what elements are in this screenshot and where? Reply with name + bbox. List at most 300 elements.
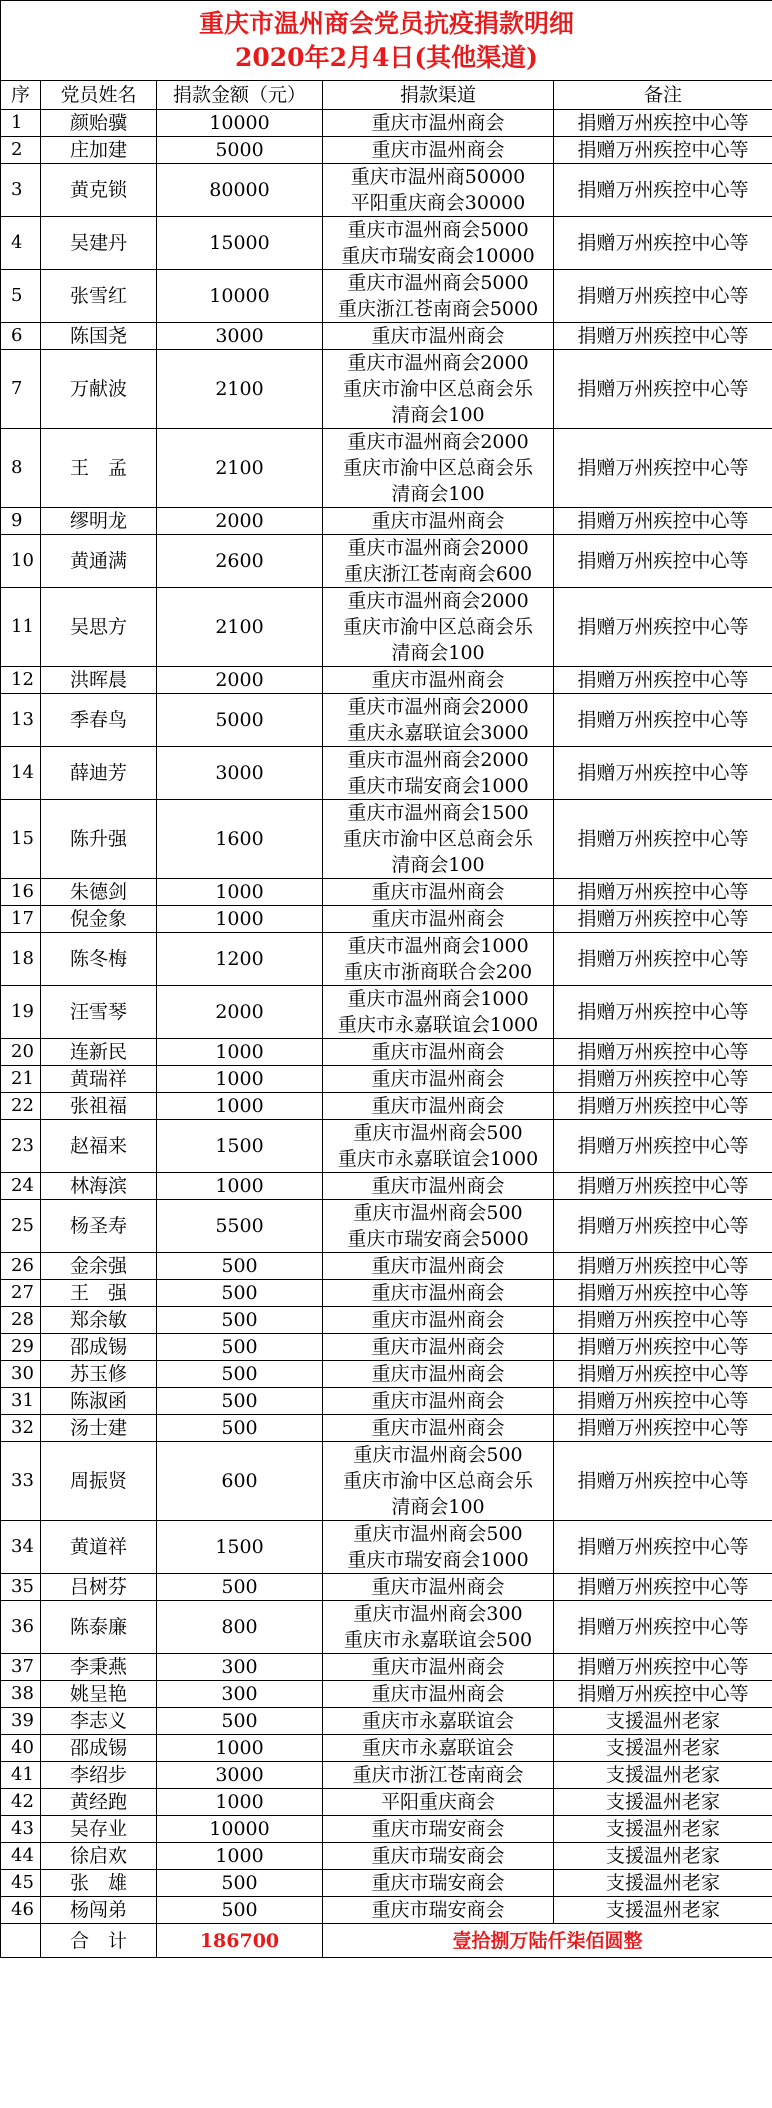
amount-cell: 500 bbox=[157, 1253, 323, 1280]
channel-cell bbox=[323, 800, 554, 879]
name-cell: 吴存业 bbox=[41, 1816, 157, 1843]
note-cell: 捐赠万州疾控中心等 bbox=[554, 747, 772, 800]
channel-cell bbox=[323, 1574, 554, 1601]
name-cell: 姚呈艳 bbox=[41, 1681, 157, 1708]
table-row bbox=[1, 1120, 772, 1173]
page-title bbox=[1, 1, 772, 81]
amount-cell: 1000 bbox=[157, 1789, 323, 1816]
channel-cell bbox=[323, 1093, 554, 1120]
name-cell: 黄通满 bbox=[41, 535, 157, 588]
amount-cell: 2100 bbox=[157, 588, 323, 667]
note-cell: 捐赠万州疾控中心等 bbox=[554, 1681, 772, 1708]
name-cell: 张祖福 bbox=[41, 1093, 157, 1120]
name-cell: 王 孟 bbox=[41, 429, 157, 508]
channel-cell bbox=[323, 1120, 554, 1173]
amount-cell: 10000 bbox=[157, 1816, 323, 1843]
note-cell: 支援温州老家 bbox=[554, 1816, 772, 1843]
header-row bbox=[1, 81, 772, 110]
channel-line: 重庆市温州商会500 bbox=[353, 1202, 523, 1224]
channel-line: 重庆市温州商会 bbox=[371, 325, 505, 347]
seq-cell: 28 bbox=[1, 1307, 41, 1334]
name-cell: 颜贻骥 bbox=[41, 110, 157, 137]
total-label: 合 计 bbox=[41, 1924, 157, 1958]
name-cell: 汪雪琴 bbox=[41, 986, 157, 1039]
name-cell: 汤士建 bbox=[41, 1415, 157, 1442]
seq-cell: 29 bbox=[1, 1334, 41, 1361]
amount-cell: 2000 bbox=[157, 667, 323, 694]
header-name: 党员姓名 bbox=[41, 81, 157, 110]
channel-line: 重庆市瑞安商会5000 bbox=[347, 1228, 529, 1250]
channel-cell bbox=[323, 588, 554, 667]
table-row bbox=[1, 1415, 772, 1442]
channel-line: 平阳重庆商会 bbox=[380, 1791, 495, 1813]
channel-line: 重庆市温州商会 bbox=[371, 112, 505, 134]
table-row bbox=[1, 1708, 772, 1735]
note-cell: 支援温州老家 bbox=[554, 1735, 772, 1762]
seq-cell: 14 bbox=[1, 747, 41, 800]
note-cell: 捐赠万州疾控中心等 bbox=[554, 588, 772, 667]
channel-cell bbox=[323, 1521, 554, 1574]
amount-cell: 1000 bbox=[157, 1843, 323, 1870]
note-cell: 捐赠万州疾控中心等 bbox=[554, 350, 772, 429]
table-row bbox=[1, 535, 772, 588]
name-cell: 黄瑞祥 bbox=[41, 1066, 157, 1093]
channel-cell bbox=[323, 323, 554, 350]
seq-cell: 44 bbox=[1, 1843, 41, 1870]
table-row bbox=[1, 270, 772, 323]
channel-cell bbox=[323, 1735, 554, 1762]
channel-cell bbox=[323, 429, 554, 508]
title-line-1: 重庆市温州商会党员抗疫捐款明细 bbox=[198, 8, 574, 38]
name-cell: 倪金象 bbox=[41, 906, 157, 933]
channel-line: 重庆市温州商会5000 bbox=[347, 272, 529, 294]
name-cell: 朱德剑 bbox=[41, 879, 157, 906]
table-row bbox=[1, 350, 772, 429]
table-row bbox=[1, 508, 772, 535]
amount-cell: 1000 bbox=[157, 879, 323, 906]
channel-line: 重庆市浙商联合会200 bbox=[343, 961, 533, 983]
channel-cell bbox=[323, 1280, 554, 1307]
amount-cell: 500 bbox=[157, 1708, 323, 1735]
amount-cell: 15000 bbox=[157, 217, 323, 270]
note-cell: 捐赠万州疾控中心等 bbox=[554, 1654, 772, 1681]
total-row bbox=[1, 1924, 772, 1958]
amount-cell: 2000 bbox=[157, 986, 323, 1039]
name-cell: 邵成锡 bbox=[41, 1334, 157, 1361]
note-cell: 捐赠万州疾控中心等 bbox=[554, 1574, 772, 1601]
channel-cell bbox=[323, 137, 554, 164]
name-cell: 杨闯弟 bbox=[41, 1897, 157, 1924]
note-cell: 捐赠万州疾控中心等 bbox=[554, 217, 772, 270]
channel-line: 重庆市温州商会 bbox=[371, 1068, 505, 1090]
channel-line: 重庆市温州商会 bbox=[371, 1282, 505, 1304]
seq-cell: 45 bbox=[1, 1870, 41, 1897]
channel-line: 重庆市永嘉联谊会 bbox=[361, 1737, 514, 1759]
header-amount: 捐款金额（元） bbox=[157, 81, 323, 110]
name-cell: 王 强 bbox=[41, 1280, 157, 1307]
channel-cell bbox=[323, 1654, 554, 1681]
channel-line: 重庆市温州商会 bbox=[371, 1041, 505, 1063]
channel-line: 重庆浙江苍南商会600 bbox=[343, 563, 533, 585]
channel-line: 重庆市温州商50000 bbox=[350, 166, 526, 188]
name-cell: 邵成锡 bbox=[41, 1735, 157, 1762]
name-cell: 陈国尧 bbox=[41, 323, 157, 350]
table-row bbox=[1, 879, 772, 906]
amount-cell: 5000 bbox=[157, 137, 323, 164]
amount-cell: 1500 bbox=[157, 1521, 323, 1574]
amount-cell: 800 bbox=[157, 1601, 323, 1654]
channel-line: 重庆市温州商会 bbox=[371, 1390, 505, 1412]
note-cell: 捐赠万州疾控中心等 bbox=[554, 1253, 772, 1280]
table-row bbox=[1, 747, 772, 800]
channel-cell bbox=[323, 1388, 554, 1415]
channel-line: 重庆浙江苍南商会5000 bbox=[337, 298, 539, 320]
channel-cell bbox=[323, 694, 554, 747]
amount-cell: 3000 bbox=[157, 747, 323, 800]
note-cell: 捐赠万州疾控中心等 bbox=[554, 800, 772, 879]
amount-cell: 300 bbox=[157, 1654, 323, 1681]
note-cell: 支援温州老家 bbox=[554, 1843, 772, 1870]
table-row bbox=[1, 1442, 772, 1521]
seq-cell: 41 bbox=[1, 1762, 41, 1789]
channel-line: 重庆市永嘉联谊会 bbox=[361, 1710, 514, 1732]
note-cell: 捐赠万州疾控中心等 bbox=[554, 535, 772, 588]
channel-line: 重庆市温州商会 bbox=[371, 1656, 505, 1678]
seq-cell: 30 bbox=[1, 1361, 41, 1388]
name-cell: 缪明龙 bbox=[41, 508, 157, 535]
table-row bbox=[1, 110, 772, 137]
seq-cell: 35 bbox=[1, 1574, 41, 1601]
channel-line: 重庆市渝中区总商会乐 bbox=[342, 457, 533, 479]
seq-cell: 1 bbox=[1, 110, 41, 137]
channel-line: 重庆市渝中区总商会乐 bbox=[342, 616, 533, 638]
channel-cell bbox=[323, 1307, 554, 1334]
amount-cell: 10000 bbox=[157, 110, 323, 137]
note-cell: 捐赠万州疾控中心等 bbox=[554, 879, 772, 906]
note-cell: 捐赠万州疾控中心等 bbox=[554, 667, 772, 694]
seq-cell: 33 bbox=[1, 1442, 41, 1521]
table-row bbox=[1, 1066, 772, 1093]
channel-line: 重庆市永嘉联谊会1000 bbox=[337, 1014, 539, 1036]
channel-line: 清商会100 bbox=[391, 642, 485, 664]
note-cell: 支援温州老家 bbox=[554, 1897, 772, 1924]
channel-cell bbox=[323, 1762, 554, 1789]
note-cell: 捐赠万州疾控中心等 bbox=[554, 906, 772, 933]
note-cell: 捐赠万州疾控中心等 bbox=[554, 1039, 772, 1066]
amount-cell: 500 bbox=[157, 1870, 323, 1897]
name-cell: 张 雄 bbox=[41, 1870, 157, 1897]
channel-line: 重庆市温州商会2000 bbox=[347, 431, 529, 453]
channel-cell bbox=[323, 1870, 554, 1897]
channel-line: 重庆市温州商会2000 bbox=[347, 590, 529, 612]
table-row bbox=[1, 1735, 772, 1762]
channel-line: 重庆市永嘉联谊会1000 bbox=[337, 1148, 539, 1170]
channel-line: 重庆市温州商会 bbox=[371, 1683, 505, 1705]
channel-line: 重庆市温州商会 bbox=[371, 1336, 505, 1358]
channel-cell bbox=[323, 879, 554, 906]
amount-cell: 500 bbox=[157, 1388, 323, 1415]
name-cell: 吴思方 bbox=[41, 588, 157, 667]
channel-line: 重庆市温州商会 bbox=[371, 1175, 505, 1197]
channel-line: 清商会100 bbox=[391, 404, 485, 426]
channel-line: 重庆市渝中区总商会乐 bbox=[342, 828, 533, 850]
channel-cell bbox=[323, 1601, 554, 1654]
channel-cell bbox=[323, 535, 554, 588]
seq-cell: 43 bbox=[1, 1816, 41, 1843]
table-row bbox=[1, 1870, 772, 1897]
header-channel: 捐款渠道 bbox=[323, 81, 554, 110]
table-row bbox=[1, 1574, 772, 1601]
channel-line: 重庆市瑞安商会1000 bbox=[347, 775, 529, 797]
channel-line: 重庆市瑞安商会 bbox=[371, 1872, 505, 1894]
seq-cell: 3 bbox=[1, 164, 41, 217]
seq-cell: 21 bbox=[1, 1066, 41, 1093]
seq-cell: 36 bbox=[1, 1601, 41, 1654]
table-row bbox=[1, 429, 772, 508]
table-row bbox=[1, 1762, 772, 1789]
name-cell: 黄克锁 bbox=[41, 164, 157, 217]
amount-cell: 2600 bbox=[157, 535, 323, 588]
seq-cell: 20 bbox=[1, 1039, 41, 1066]
note-cell: 捐赠万州疾控中心等 bbox=[554, 1280, 772, 1307]
channel-line: 重庆市渝中区总商会乐 bbox=[342, 1470, 533, 1492]
amount-cell: 3000 bbox=[157, 323, 323, 350]
channel-line: 重庆市瑞安商会1000 bbox=[347, 1549, 529, 1571]
table-row bbox=[1, 1843, 772, 1870]
table-row bbox=[1, 588, 772, 667]
seq-cell: 32 bbox=[1, 1415, 41, 1442]
channel-line: 重庆市温州商会2000 bbox=[347, 749, 529, 771]
channel-cell bbox=[323, 1442, 554, 1521]
channel-line: 重庆市温州商会2000 bbox=[347, 352, 529, 374]
table-row bbox=[1, 1039, 772, 1066]
note-cell: 捐赠万州疾控中心等 bbox=[554, 1120, 772, 1173]
channel-line: 重庆市温州商会500 bbox=[353, 1122, 523, 1144]
note-cell: 支援温州老家 bbox=[554, 1708, 772, 1735]
seq-cell: 46 bbox=[1, 1897, 41, 1924]
name-cell: 庄加建 bbox=[41, 137, 157, 164]
channel-line: 重庆市温州商会500 bbox=[353, 1523, 523, 1545]
name-cell: 徐启欢 bbox=[41, 1843, 157, 1870]
note-cell: 捐赠万州疾控中心等 bbox=[554, 1066, 772, 1093]
amount-cell: 2100 bbox=[157, 429, 323, 508]
table-row bbox=[1, 1280, 772, 1307]
table-row bbox=[1, 1388, 772, 1415]
table-row bbox=[1, 986, 772, 1039]
seq-cell: 40 bbox=[1, 1735, 41, 1762]
name-cell: 郑余敏 bbox=[41, 1307, 157, 1334]
channel-cell bbox=[323, 1334, 554, 1361]
amount-cell: 1000 bbox=[157, 1173, 323, 1200]
table-row bbox=[1, 164, 772, 217]
note-cell: 捐赠万州疾控中心等 bbox=[554, 137, 772, 164]
seq-cell: 38 bbox=[1, 1681, 41, 1708]
note-cell: 捐赠万州疾控中心等 bbox=[554, 1200, 772, 1253]
amount-cell: 500 bbox=[157, 1574, 323, 1601]
channel-cell bbox=[323, 1681, 554, 1708]
note-cell: 捐赠万州疾控中心等 bbox=[554, 933, 772, 986]
channel-cell bbox=[323, 350, 554, 429]
seq-cell: 18 bbox=[1, 933, 41, 986]
note-cell: 捐赠万州疾控中心等 bbox=[554, 429, 772, 508]
channel-line: 重庆市温州商会 bbox=[371, 510, 505, 532]
channel-line: 重庆市温州商会300 bbox=[353, 1603, 523, 1625]
channel-line: 清商会100 bbox=[391, 854, 485, 876]
name-cell: 杨圣寿 bbox=[41, 1200, 157, 1253]
amount-cell: 1000 bbox=[157, 1735, 323, 1762]
channel-cell bbox=[323, 508, 554, 535]
table-row bbox=[1, 694, 772, 747]
channel-cell bbox=[323, 1066, 554, 1093]
name-cell: 周振贤 bbox=[41, 1442, 157, 1521]
note-cell: 捐赠万州疾控中心等 bbox=[554, 986, 772, 1039]
amount-cell: 500 bbox=[157, 1280, 323, 1307]
table-row bbox=[1, 1654, 772, 1681]
name-cell: 黄经跑 bbox=[41, 1789, 157, 1816]
channel-line: 重庆市温州商会1000 bbox=[347, 988, 529, 1010]
name-cell: 赵福来 bbox=[41, 1120, 157, 1173]
table-row bbox=[1, 1173, 772, 1200]
channel-line: 重庆市瑞安商会 bbox=[371, 1818, 505, 1840]
channel-cell bbox=[323, 1897, 554, 1924]
amount-cell: 500 bbox=[157, 1415, 323, 1442]
table-row bbox=[1, 1200, 772, 1253]
table-row bbox=[1, 1334, 772, 1361]
table-row bbox=[1, 1253, 772, 1280]
note-cell: 捐赠万州疾控中心等 bbox=[554, 1361, 772, 1388]
name-cell: 吴建丹 bbox=[41, 217, 157, 270]
amount-cell: 80000 bbox=[157, 164, 323, 217]
seq-cell: 23 bbox=[1, 1120, 41, 1173]
name-cell: 张雪红 bbox=[41, 270, 157, 323]
seq-cell: 34 bbox=[1, 1521, 41, 1574]
seq-cell: 16 bbox=[1, 879, 41, 906]
seq-cell: 26 bbox=[1, 1253, 41, 1280]
name-cell: 李秉燕 bbox=[41, 1654, 157, 1681]
seq-cell: 37 bbox=[1, 1654, 41, 1681]
amount-cell: 1000 bbox=[157, 1066, 323, 1093]
seq-cell: 24 bbox=[1, 1173, 41, 1200]
channel-cell bbox=[323, 667, 554, 694]
table-row bbox=[1, 1307, 772, 1334]
channel-line: 重庆市温州商会500 bbox=[353, 1444, 523, 1466]
channel-cell bbox=[323, 906, 554, 933]
channel-cell bbox=[323, 747, 554, 800]
name-cell: 李绍步 bbox=[41, 1762, 157, 1789]
channel-cell bbox=[323, 986, 554, 1039]
seq-cell: 13 bbox=[1, 694, 41, 747]
amount-cell: 1000 bbox=[157, 906, 323, 933]
name-cell: 金余强 bbox=[41, 1253, 157, 1280]
seq-cell: 7 bbox=[1, 350, 41, 429]
amount-cell: 5000 bbox=[157, 694, 323, 747]
channel-cell bbox=[323, 1039, 554, 1066]
channel-cell bbox=[323, 1361, 554, 1388]
table-row bbox=[1, 1093, 772, 1120]
channel-line: 平阳重庆商会30000 bbox=[350, 192, 526, 214]
name-cell: 黄道祥 bbox=[41, 1521, 157, 1574]
table-row bbox=[1, 906, 772, 933]
name-cell: 连新民 bbox=[41, 1039, 157, 1066]
channel-cell bbox=[323, 1708, 554, 1735]
total-in-words: 壹拾捌万陆仟柒佰圆整 bbox=[323, 1924, 772, 1958]
note-cell: 捐赠万州疾控中心等 bbox=[554, 1307, 772, 1334]
seq-cell: 25 bbox=[1, 1200, 41, 1253]
seq-cell: 11 bbox=[1, 588, 41, 667]
table-row bbox=[1, 1361, 772, 1388]
amount-cell: 500 bbox=[157, 1307, 323, 1334]
amount-cell: 500 bbox=[157, 1361, 323, 1388]
channel-cell bbox=[323, 164, 554, 217]
channel-cell bbox=[323, 1415, 554, 1442]
channel-cell bbox=[323, 1173, 554, 1200]
name-cell: 陈淑函 bbox=[41, 1388, 157, 1415]
seq-cell: 17 bbox=[1, 906, 41, 933]
channel-line: 重庆市瑞安商会10000 bbox=[341, 245, 535, 267]
amount-cell: 1600 bbox=[157, 800, 323, 879]
channel-line: 重庆市温州商会2000 bbox=[347, 537, 529, 559]
note-cell: 捐赠万州疾控中心等 bbox=[554, 1334, 772, 1361]
note-cell: 支援温州老家 bbox=[554, 1870, 772, 1897]
channel-line: 重庆市温州商会2000 bbox=[347, 696, 529, 718]
amount-cell: 10000 bbox=[157, 270, 323, 323]
note-cell: 捐赠万州疾控中心等 bbox=[554, 110, 772, 137]
header-seq: 序 bbox=[1, 81, 41, 110]
total-seq-cell bbox=[1, 1924, 41, 1958]
note-cell: 捐赠万州疾控中心等 bbox=[554, 694, 772, 747]
amount-cell: 1200 bbox=[157, 933, 323, 986]
note-cell: 捐赠万州疾控中心等 bbox=[554, 1415, 772, 1442]
channel-line: 重庆市瑞安商会 bbox=[371, 1845, 505, 1867]
amount-cell: 1000 bbox=[157, 1093, 323, 1120]
channel-line: 重庆市温州商会 bbox=[371, 1417, 505, 1439]
seq-cell: 6 bbox=[1, 323, 41, 350]
table-row bbox=[1, 1681, 772, 1708]
seq-cell: 27 bbox=[1, 1280, 41, 1307]
table-row bbox=[1, 137, 772, 164]
title-row bbox=[1, 1, 772, 81]
channel-line: 重庆市温州商会1000 bbox=[347, 935, 529, 957]
amount-cell: 500 bbox=[157, 1334, 323, 1361]
channel-cell bbox=[323, 1789, 554, 1816]
table-row bbox=[1, 1521, 772, 1574]
name-cell: 陈冬梅 bbox=[41, 933, 157, 986]
channel-line: 重庆市渝中区总商会乐 bbox=[342, 378, 533, 400]
note-cell: 捐赠万州疾控中心等 bbox=[554, 1442, 772, 1521]
seq-cell: 15 bbox=[1, 800, 41, 879]
channel-cell bbox=[323, 110, 554, 137]
channel-line: 重庆市温州商会 bbox=[371, 669, 505, 691]
channel-cell bbox=[323, 270, 554, 323]
amount-cell: 2000 bbox=[157, 508, 323, 535]
note-cell: 捐赠万州疾控中心等 bbox=[554, 1093, 772, 1120]
note-cell: 捐赠万州疾控中心等 bbox=[554, 270, 772, 323]
channel-line: 重庆市温州商会 bbox=[371, 1576, 505, 1598]
seq-cell: 12 bbox=[1, 667, 41, 694]
amount-cell: 600 bbox=[157, 1442, 323, 1521]
seq-cell: 31 bbox=[1, 1388, 41, 1415]
seq-cell: 5 bbox=[1, 270, 41, 323]
name-cell: 季春鸟 bbox=[41, 694, 157, 747]
table-row bbox=[1, 323, 772, 350]
channel-line: 重庆市瑞安商会 bbox=[371, 1899, 505, 1921]
name-cell: 洪晖晨 bbox=[41, 667, 157, 694]
channel-line: 重庆市温州商会 bbox=[371, 1255, 505, 1277]
seq-cell: 8 bbox=[1, 429, 41, 508]
table-row bbox=[1, 1789, 772, 1816]
name-cell: 陈泰廉 bbox=[41, 1601, 157, 1654]
name-cell: 林海滨 bbox=[41, 1173, 157, 1200]
